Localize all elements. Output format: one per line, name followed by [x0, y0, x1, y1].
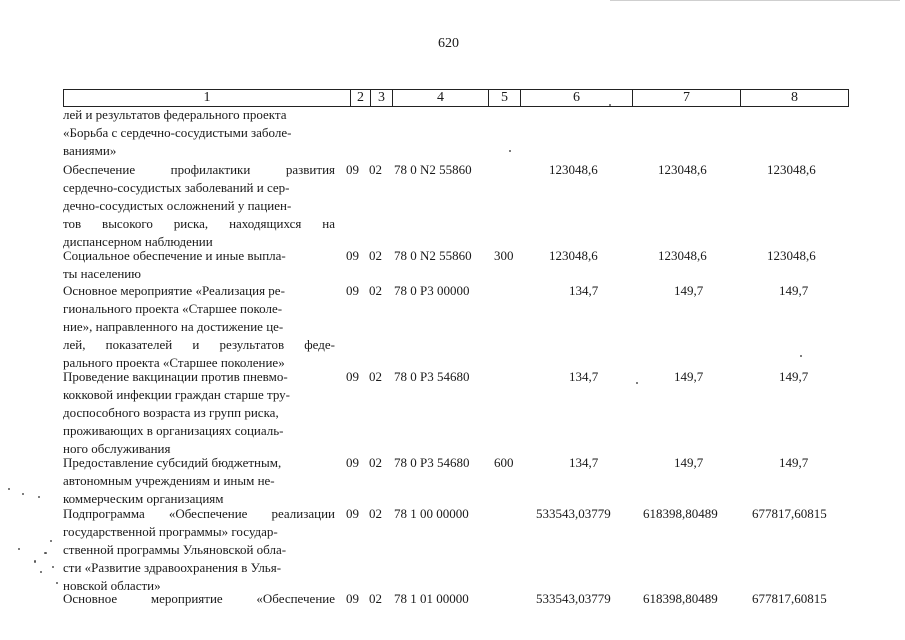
row-description-line: Проведение вакцинации против пневмо-: [63, 369, 288, 384]
row-description-line: гионального проекта «Старшее поколе-: [63, 301, 283, 316]
scan-speck: [8, 488, 10, 490]
row-section-code: 09: [346, 455, 359, 470]
row-subsection-code: 02: [369, 455, 382, 470]
row-subsection-code: 02: [369, 248, 382, 263]
row-description-line: дечно-сосудистых осложнений у пациен-: [63, 198, 292, 213]
row-target-code: 78 0 P3 00000: [394, 283, 470, 298]
row-description-line: кокковой инфекции граждан старше тру-: [63, 387, 291, 402]
row-amount-col8: 677817,60815: [752, 506, 827, 521]
row-amount-col7: 123048,6: [658, 162, 707, 177]
page-number: 620: [438, 36, 459, 51]
scan-speck: [509, 150, 511, 152]
row-section-code: 09: [346, 506, 359, 521]
header-col-7: 7: [632, 90, 740, 106]
scan-speck: [18, 548, 20, 550]
row-description-line: лей, показателей и результатов феде-: [63, 337, 335, 352]
row-description-line: Основное мероприятие «Реализация ре-: [63, 283, 285, 298]
row-amount-col7: 149,7: [674, 455, 704, 470]
scan-speck: [50, 540, 52, 542]
row-description-line: доспособного возраста из групп риска,: [63, 405, 279, 420]
row-description-line: Обеспечение профилактики развития: [63, 162, 335, 177]
row-target-code: 78 0 N2 55860: [394, 248, 472, 263]
row-amount-col6: 134,7: [569, 369, 599, 384]
row-description-line: проживающих в организациях социаль-: [63, 423, 284, 438]
scan-speck: [609, 104, 611, 106]
header-col-8: 8: [740, 90, 848, 106]
row-subsection-code: 02: [369, 591, 382, 606]
row-section-code: 09: [346, 591, 359, 606]
row-subsection-code: 02: [369, 506, 382, 521]
row-expense-type: 600: [494, 455, 514, 470]
row-description-line: лей и результатов федерального проекта: [63, 107, 287, 122]
row-section-code: 09: [346, 162, 359, 177]
row-amount-col7: 123048,6: [658, 248, 707, 263]
row-target-code: 78 1 01 00000: [394, 591, 469, 606]
row-description-line: Предоставление субсидий бюджетным,: [63, 455, 282, 470]
row-amount-col7: 149,7: [674, 283, 704, 298]
row-amount-col8: 123048,6: [767, 162, 816, 177]
row-description-line: ты населению: [63, 266, 141, 281]
row-description-line: новской области»: [63, 578, 161, 593]
header-col-6: 6: [520, 90, 632, 106]
header-col-1: 1: [203, 90, 211, 105]
scan-speck: [636, 382, 638, 384]
row-description-line: сердечно-сосудистых заболеваний и сер-: [63, 180, 290, 195]
row-amount-col6: 134,7: [569, 455, 599, 470]
row-target-code: 78 0 P3 54680: [394, 455, 470, 470]
scan-speck: [56, 582, 58, 584]
row-amount-col6: 533543,03779: [536, 506, 611, 521]
row-target-code: 78 0 P3 54680: [394, 369, 470, 384]
row-section-code: 09: [346, 283, 359, 298]
row-amount-col7: 618398,80489: [643, 506, 718, 521]
row-subsection-code: 02: [369, 283, 382, 298]
row-section-code: 09: [346, 248, 359, 263]
header-col-2: 2: [350, 90, 370, 106]
row-amount-col7: 618398,80489: [643, 591, 718, 606]
row-amount-col6: 134,7: [569, 283, 599, 298]
row-description-line: ственной программы Ульяновской обла-: [63, 542, 287, 557]
row-target-code: 78 1 00 00000: [394, 506, 469, 521]
row-description-line: «Борьба с сердечно-сосудистыми заболе-: [63, 125, 292, 140]
row-section-code: 09: [346, 369, 359, 384]
scan-edge-line: [610, 0, 900, 1]
scan-speck: [40, 571, 42, 573]
row-description-line: ного обслуживания: [63, 441, 171, 456]
row-description-line: Основное мероприятие «Обеспечение: [63, 591, 335, 606]
row-amount-col6: 123048,6: [549, 248, 598, 263]
scan-speck: [22, 493, 24, 495]
scan-speck: [34, 560, 36, 563]
row-description-line: сти «Развитие здравоохранения в Улья-: [63, 560, 282, 575]
row-amount-col8: 149,7: [779, 455, 809, 470]
row-amount-col8: 149,7: [779, 369, 809, 384]
row-description-line: диспансерном наблюдении: [63, 234, 213, 249]
row-description-line: ние», направленного на достижение це-: [63, 319, 284, 334]
row-expense-type: 300: [494, 248, 514, 263]
row-subsection-code: 02: [369, 369, 382, 384]
scan-speck: [800, 355, 802, 357]
scan-speck: [52, 566, 54, 568]
row-amount-col8: 677817,60815: [752, 591, 827, 606]
row-description-line: Подпрограмма «Обеспечение реализации: [63, 506, 335, 521]
table-header: [63, 89, 849, 107]
row-description-line: государственной программы» государ-: [63, 524, 278, 539]
scan-speck: [44, 552, 47, 554]
row-amount-col6: 123048,6: [549, 162, 598, 177]
row-amount-col8: 149,7: [779, 283, 809, 298]
row-description-line: Социальное обеспечение и иные выпла-: [63, 248, 286, 263]
row-description-line: тов высокого риска, находящихся на: [63, 216, 335, 231]
row-subsection-code: 02: [369, 162, 382, 177]
header-col-5: 5: [488, 90, 520, 106]
row-target-code: 78 0 N2 55860: [394, 162, 472, 177]
row-description-line: коммерческим организациям: [63, 491, 224, 506]
header-col-4: 4: [392, 90, 488, 106]
row-description-line: рального проекта «Старшее поколение»: [63, 355, 285, 370]
header-col-3: 3: [370, 90, 392, 106]
row-amount-col6: 533543,03779: [536, 591, 611, 606]
row-amount-col8: 123048,6: [767, 248, 816, 263]
scan-speck: [38, 496, 40, 498]
row-description-line: ваниями»: [63, 143, 117, 158]
row-description-line: автономным учреждениям и иным не-: [63, 473, 275, 488]
row-amount-col7: 149,7: [674, 369, 704, 384]
